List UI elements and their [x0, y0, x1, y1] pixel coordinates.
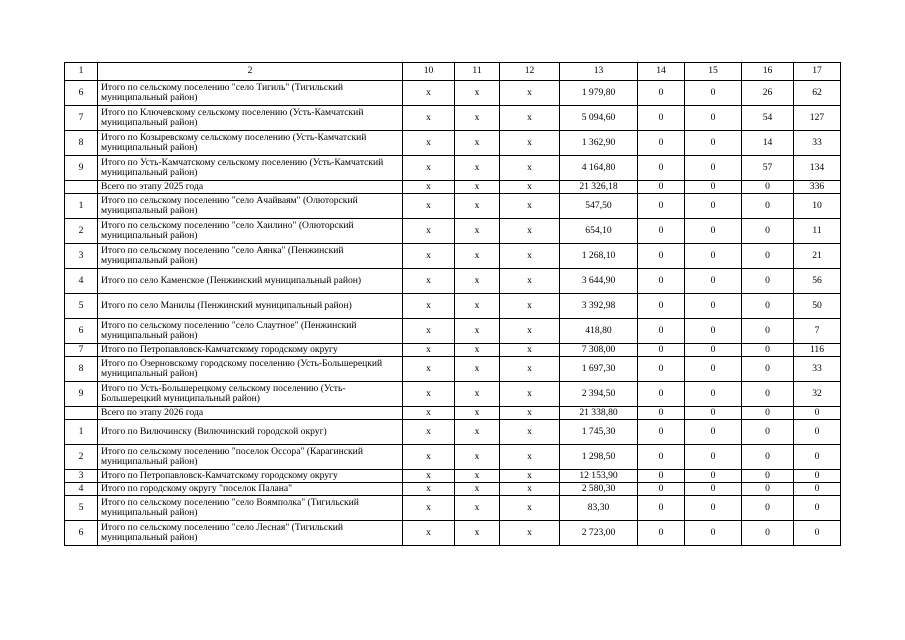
- col12-cell: x: [500, 420, 560, 445]
- col12-cell: x: [500, 81, 560, 106]
- data-table: [64, 62, 841, 546]
- col14-cell: 0: [638, 81, 685, 106]
- col13-cell: 654,10: [560, 219, 638, 244]
- col12-cell: x: [500, 219, 560, 244]
- row-name-cell: Итого по село Манилы (Пенжинский муниципальный район): [98, 294, 403, 319]
- header-cell: 1: [65, 63, 98, 81]
- col13-cell: 2 580,30: [560, 483, 638, 496]
- col15-cell: 0: [685, 106, 742, 131]
- row-number-cell: 3: [65, 244, 98, 269]
- col13-cell: 5 094,60: [560, 106, 638, 131]
- col17-cell: 50: [794, 294, 841, 319]
- col14-cell: 0: [638, 407, 685, 420]
- row-number-cell: [65, 181, 98, 194]
- col15-cell: 0: [685, 521, 742, 546]
- col12-cell: x: [500, 131, 560, 156]
- col11-cell: x: [455, 445, 500, 470]
- col10-cell: x: [403, 420, 455, 445]
- col10-cell: x: [403, 483, 455, 496]
- col12-cell: x: [500, 181, 560, 194]
- col17-cell: 336: [794, 181, 841, 194]
- table-body: [65, 81, 841, 546]
- col14-cell: 0: [638, 496, 685, 521]
- col10-cell: x: [403, 194, 455, 219]
- col16-cell: 0: [742, 483, 794, 496]
- col12-cell: x: [500, 319, 560, 344]
- col15-cell: 0: [685, 269, 742, 294]
- col16-cell: 0: [742, 244, 794, 269]
- col16-cell: 0: [742, 496, 794, 521]
- header-cell: 11: [455, 63, 500, 81]
- row-number-cell: 9: [65, 382, 98, 407]
- col14-cell: 0: [638, 445, 685, 470]
- col16-cell: 0: [742, 181, 794, 194]
- col17-cell: 0: [794, 483, 841, 496]
- col10-cell: x: [403, 407, 455, 420]
- col16-cell: 0: [742, 294, 794, 319]
- header-cell: 10: [403, 63, 455, 81]
- row-name-cell: Итого по Усть-Большерецкому сельскому поселению (Усть-Большерецкий муниципальный район): [98, 382, 403, 407]
- col14-cell: 0: [638, 244, 685, 269]
- col13-cell: 1 745,30: [560, 420, 638, 445]
- table-row: [65, 319, 841, 344]
- col14-cell: 0: [638, 319, 685, 344]
- col15-cell: 0: [685, 496, 742, 521]
- col12-cell: x: [500, 496, 560, 521]
- row-name-cell: Итого по Озерновскому городскому поселению (Усть-Большерецкий муниципальный район): [98, 357, 403, 382]
- col14-cell: 0: [638, 344, 685, 357]
- col10-cell: x: [403, 344, 455, 357]
- col17-cell: 0: [794, 521, 841, 546]
- col11-cell: x: [455, 106, 500, 131]
- col12-cell: x: [500, 382, 560, 407]
- col14-cell: 0: [638, 181, 685, 194]
- table-row: [65, 445, 841, 470]
- table-row: [65, 521, 841, 546]
- col12-cell: x: [500, 357, 560, 382]
- table-row: [65, 181, 841, 194]
- col10-cell: x: [403, 357, 455, 382]
- col16-cell: 0: [742, 470, 794, 483]
- col15-cell: 0: [685, 81, 742, 106]
- col13-cell: 3 392,98: [560, 294, 638, 319]
- col11-cell: x: [455, 382, 500, 407]
- col13-cell: 7 308,00: [560, 344, 638, 357]
- row-name-cell: Итого по сельскому поселению "село Слаутное" (Пенжинский муниципальный район): [98, 319, 403, 344]
- col16-cell: 0: [742, 219, 794, 244]
- row-name-cell: Итого по сельскому поселению "село Хаилино" (Олюторский муниципальный район): [98, 219, 403, 244]
- col13-cell: 2 723,00: [560, 521, 638, 546]
- col15-cell: 0: [685, 319, 742, 344]
- table-row: [65, 244, 841, 269]
- col14-cell: 0: [638, 357, 685, 382]
- table-row: [65, 470, 841, 483]
- row-name-cell: Итого по сельскому поселению "село Воямполка" (Тигильский муниципальный район): [98, 496, 403, 521]
- row-name-cell: Итого по Ключевскому сельскому поселению (Усть-Камчатский муниципальный район): [98, 106, 403, 131]
- col13-cell: 83,30: [560, 496, 638, 521]
- col17-cell: 127: [794, 106, 841, 131]
- row-name-cell: Итого по сельскому поселению "село Тигиль" (Тигильский муниципальный район): [98, 81, 403, 106]
- row-number-cell: [65, 407, 98, 420]
- col17-cell: 33: [794, 131, 841, 156]
- col11-cell: x: [455, 470, 500, 483]
- table-row: [65, 131, 841, 156]
- row-number-cell: 5: [65, 496, 98, 521]
- row-number-cell: 6: [65, 81, 98, 106]
- table-row: [65, 269, 841, 294]
- row-number-cell: 8: [65, 357, 98, 382]
- col17-cell: 7: [794, 319, 841, 344]
- col12-cell: x: [500, 521, 560, 546]
- col14-cell: 0: [638, 382, 685, 407]
- row-name-cell: Итого по сельскому поселению "село Аянка" (Пенжинский муниципальный район): [98, 244, 403, 269]
- col11-cell: x: [455, 244, 500, 269]
- table-row: [65, 357, 841, 382]
- col11-cell: x: [455, 269, 500, 294]
- col11-cell: x: [455, 483, 500, 496]
- col12-cell: x: [500, 445, 560, 470]
- col17-cell: 21: [794, 244, 841, 269]
- col13-cell: 547,50: [560, 194, 638, 219]
- table-row: [65, 219, 841, 244]
- col17-cell: 62: [794, 81, 841, 106]
- col15-cell: 0: [685, 156, 742, 181]
- row-number-cell: 4: [65, 483, 98, 496]
- col13-cell: 2 394,50: [560, 382, 638, 407]
- row-name-cell: Итого по сельскому поселению "село Ачайваям" (Олюторский муниципальный район): [98, 194, 403, 219]
- col11-cell: x: [455, 496, 500, 521]
- col15-cell: 0: [685, 483, 742, 496]
- col16-cell: 0: [742, 269, 794, 294]
- col17-cell: 56: [794, 269, 841, 294]
- col14-cell: 0: [638, 131, 685, 156]
- col11-cell: x: [455, 407, 500, 420]
- col13-cell: 1 697,30: [560, 357, 638, 382]
- col10-cell: x: [403, 496, 455, 521]
- col17-cell: 116: [794, 344, 841, 357]
- row-name-cell: Итого по сельскому поселению "поселок Оссора" (Карагинский муниципальный район): [98, 445, 403, 470]
- col13-cell: 1 362,90: [560, 131, 638, 156]
- col17-cell: 32: [794, 382, 841, 407]
- col15-cell: 0: [685, 420, 742, 445]
- col10-cell: x: [403, 181, 455, 194]
- header-cell: 16: [742, 63, 794, 81]
- col15-cell: 0: [685, 344, 742, 357]
- table-row: [65, 194, 841, 219]
- row-name-cell: Итого по Петропавловск-Камчатскому городскому округу: [98, 470, 403, 483]
- row-number-cell: 2: [65, 219, 98, 244]
- col16-cell: 54: [742, 106, 794, 131]
- header-cell: 12: [500, 63, 560, 81]
- row-number-cell: 2: [65, 445, 98, 470]
- col11-cell: x: [455, 344, 500, 357]
- col11-cell: x: [455, 219, 500, 244]
- col12-cell: x: [500, 244, 560, 269]
- row-name-cell: Итого по Козыревскому сельскому поселению (Усть-Камчатский муниципальный район): [98, 131, 403, 156]
- col13-cell: 12 153,90: [560, 470, 638, 483]
- row-number-cell: 1: [65, 420, 98, 445]
- col15-cell: 0: [685, 194, 742, 219]
- col13-cell: 3 644,90: [560, 269, 638, 294]
- table-row: [65, 156, 841, 181]
- col10-cell: x: [403, 382, 455, 407]
- col10-cell: x: [403, 521, 455, 546]
- col11-cell: x: [455, 420, 500, 445]
- header-cell: 13: [560, 63, 638, 81]
- row-name-cell: Итого по Вилючинску (Вилючинский городской округ): [98, 420, 403, 445]
- col15-cell: 0: [685, 357, 742, 382]
- col11-cell: x: [455, 81, 500, 106]
- col14-cell: 0: [638, 420, 685, 445]
- col12-cell: x: [500, 407, 560, 420]
- col12-cell: x: [500, 106, 560, 131]
- col16-cell: 0: [742, 407, 794, 420]
- row-number-cell: 5: [65, 294, 98, 319]
- col15-cell: 0: [685, 445, 742, 470]
- col15-cell: 0: [685, 407, 742, 420]
- row-name-cell: Итого по село Каменское (Пенжинский муниципальный район): [98, 269, 403, 294]
- row-name-cell: Итого по сельскому поселению "село Лесная" (Тигильский муниципальный район): [98, 521, 403, 546]
- col17-cell: 10: [794, 194, 841, 219]
- col13-cell: 21 338,80: [560, 407, 638, 420]
- col10-cell: x: [403, 106, 455, 131]
- col16-cell: 0: [742, 194, 794, 219]
- row-number-cell: 7: [65, 106, 98, 131]
- col14-cell: 0: [638, 219, 685, 244]
- table-row: [65, 483, 841, 496]
- col15-cell: 0: [685, 294, 742, 319]
- col16-cell: 26: [742, 81, 794, 106]
- col12-cell: x: [500, 470, 560, 483]
- table-row: [65, 382, 841, 407]
- col10-cell: x: [403, 319, 455, 344]
- col15-cell: 0: [685, 244, 742, 269]
- row-number-cell: 7: [65, 344, 98, 357]
- col14-cell: 0: [638, 521, 685, 546]
- header-cell: 17: [794, 63, 841, 81]
- header-row: [65, 63, 841, 81]
- col16-cell: 14: [742, 131, 794, 156]
- header-cell: 15: [685, 63, 742, 81]
- table-row: [65, 420, 841, 445]
- header-cell: 2: [98, 63, 403, 81]
- col17-cell: 0: [794, 407, 841, 420]
- col10-cell: x: [403, 81, 455, 106]
- table-row: [65, 407, 841, 420]
- col17-cell: 0: [794, 445, 841, 470]
- col13-cell: 4 164,80: [560, 156, 638, 181]
- col15-cell: 0: [685, 219, 742, 244]
- row-number-cell: 8: [65, 131, 98, 156]
- table-row: [65, 106, 841, 131]
- col16-cell: 0: [742, 521, 794, 546]
- col16-cell: 0: [742, 445, 794, 470]
- col13-cell: 21 326,18: [560, 181, 638, 194]
- col17-cell: 0: [794, 420, 841, 445]
- col16-cell: 0: [742, 357, 794, 382]
- row-name-cell: Всего по этапу 2025 года: [98, 181, 403, 194]
- col16-cell: 0: [742, 382, 794, 407]
- col17-cell: 134: [794, 156, 841, 181]
- col16-cell: 0: [742, 420, 794, 445]
- col11-cell: x: [455, 181, 500, 194]
- col15-cell: 0: [685, 181, 742, 194]
- table-row: [65, 81, 841, 106]
- col14-cell: 0: [638, 156, 685, 181]
- row-name-cell: Итого по городскому округу "поселок Палана": [98, 483, 403, 496]
- col14-cell: 0: [638, 470, 685, 483]
- col14-cell: 0: [638, 294, 685, 319]
- col11-cell: x: [455, 357, 500, 382]
- col11-cell: x: [455, 156, 500, 181]
- col17-cell: 33: [794, 357, 841, 382]
- col10-cell: x: [403, 219, 455, 244]
- document-sheet: [64, 62, 840, 546]
- row-number-cell: 4: [65, 269, 98, 294]
- col12-cell: x: [500, 483, 560, 496]
- col17-cell: 0: [794, 496, 841, 521]
- col17-cell: 11: [794, 219, 841, 244]
- col12-cell: x: [500, 294, 560, 319]
- table-row: [65, 344, 841, 357]
- col13-cell: 1 979,80: [560, 81, 638, 106]
- table-row: [65, 496, 841, 521]
- col16-cell: 0: [742, 319, 794, 344]
- col14-cell: 0: [638, 194, 685, 219]
- col16-cell: 57: [742, 156, 794, 181]
- col11-cell: x: [455, 131, 500, 156]
- header-cell: 14: [638, 63, 685, 81]
- col14-cell: 0: [638, 483, 685, 496]
- col17-cell: 0: [794, 470, 841, 483]
- row-name-cell: Всего по этапу 2026 года: [98, 407, 403, 420]
- row-number-cell: 3: [65, 470, 98, 483]
- col11-cell: x: [455, 521, 500, 546]
- row-name-cell: Итого по Усть-Камчатскому сельскому поселению (Усть-Камчатский муниципальный район): [98, 156, 403, 181]
- col10-cell: x: [403, 244, 455, 269]
- col15-cell: 0: [685, 470, 742, 483]
- col10-cell: x: [403, 156, 455, 181]
- col11-cell: x: [455, 294, 500, 319]
- col14-cell: 0: [638, 106, 685, 131]
- row-number-cell: 9: [65, 156, 98, 181]
- col14-cell: 0: [638, 269, 685, 294]
- col13-cell: 418,80: [560, 319, 638, 344]
- col10-cell: x: [403, 470, 455, 483]
- col13-cell: 1 298,50: [560, 445, 638, 470]
- col15-cell: 0: [685, 382, 742, 407]
- col12-cell: x: [500, 194, 560, 219]
- col11-cell: x: [455, 194, 500, 219]
- col12-cell: x: [500, 344, 560, 357]
- col11-cell: x: [455, 319, 500, 344]
- col16-cell: 0: [742, 344, 794, 357]
- table-row: [65, 294, 841, 319]
- col10-cell: x: [403, 269, 455, 294]
- col12-cell: x: [500, 156, 560, 181]
- row-number-cell: 6: [65, 319, 98, 344]
- col12-cell: x: [500, 269, 560, 294]
- row-number-cell: 1: [65, 194, 98, 219]
- col10-cell: x: [403, 294, 455, 319]
- col15-cell: 0: [685, 131, 742, 156]
- col10-cell: x: [403, 445, 455, 470]
- col10-cell: x: [403, 131, 455, 156]
- row-number-cell: 6: [65, 521, 98, 546]
- col13-cell: 1 268,10: [560, 244, 638, 269]
- row-name-cell: Итого по Петропавловск-Камчатскому городскому округу: [98, 344, 403, 357]
